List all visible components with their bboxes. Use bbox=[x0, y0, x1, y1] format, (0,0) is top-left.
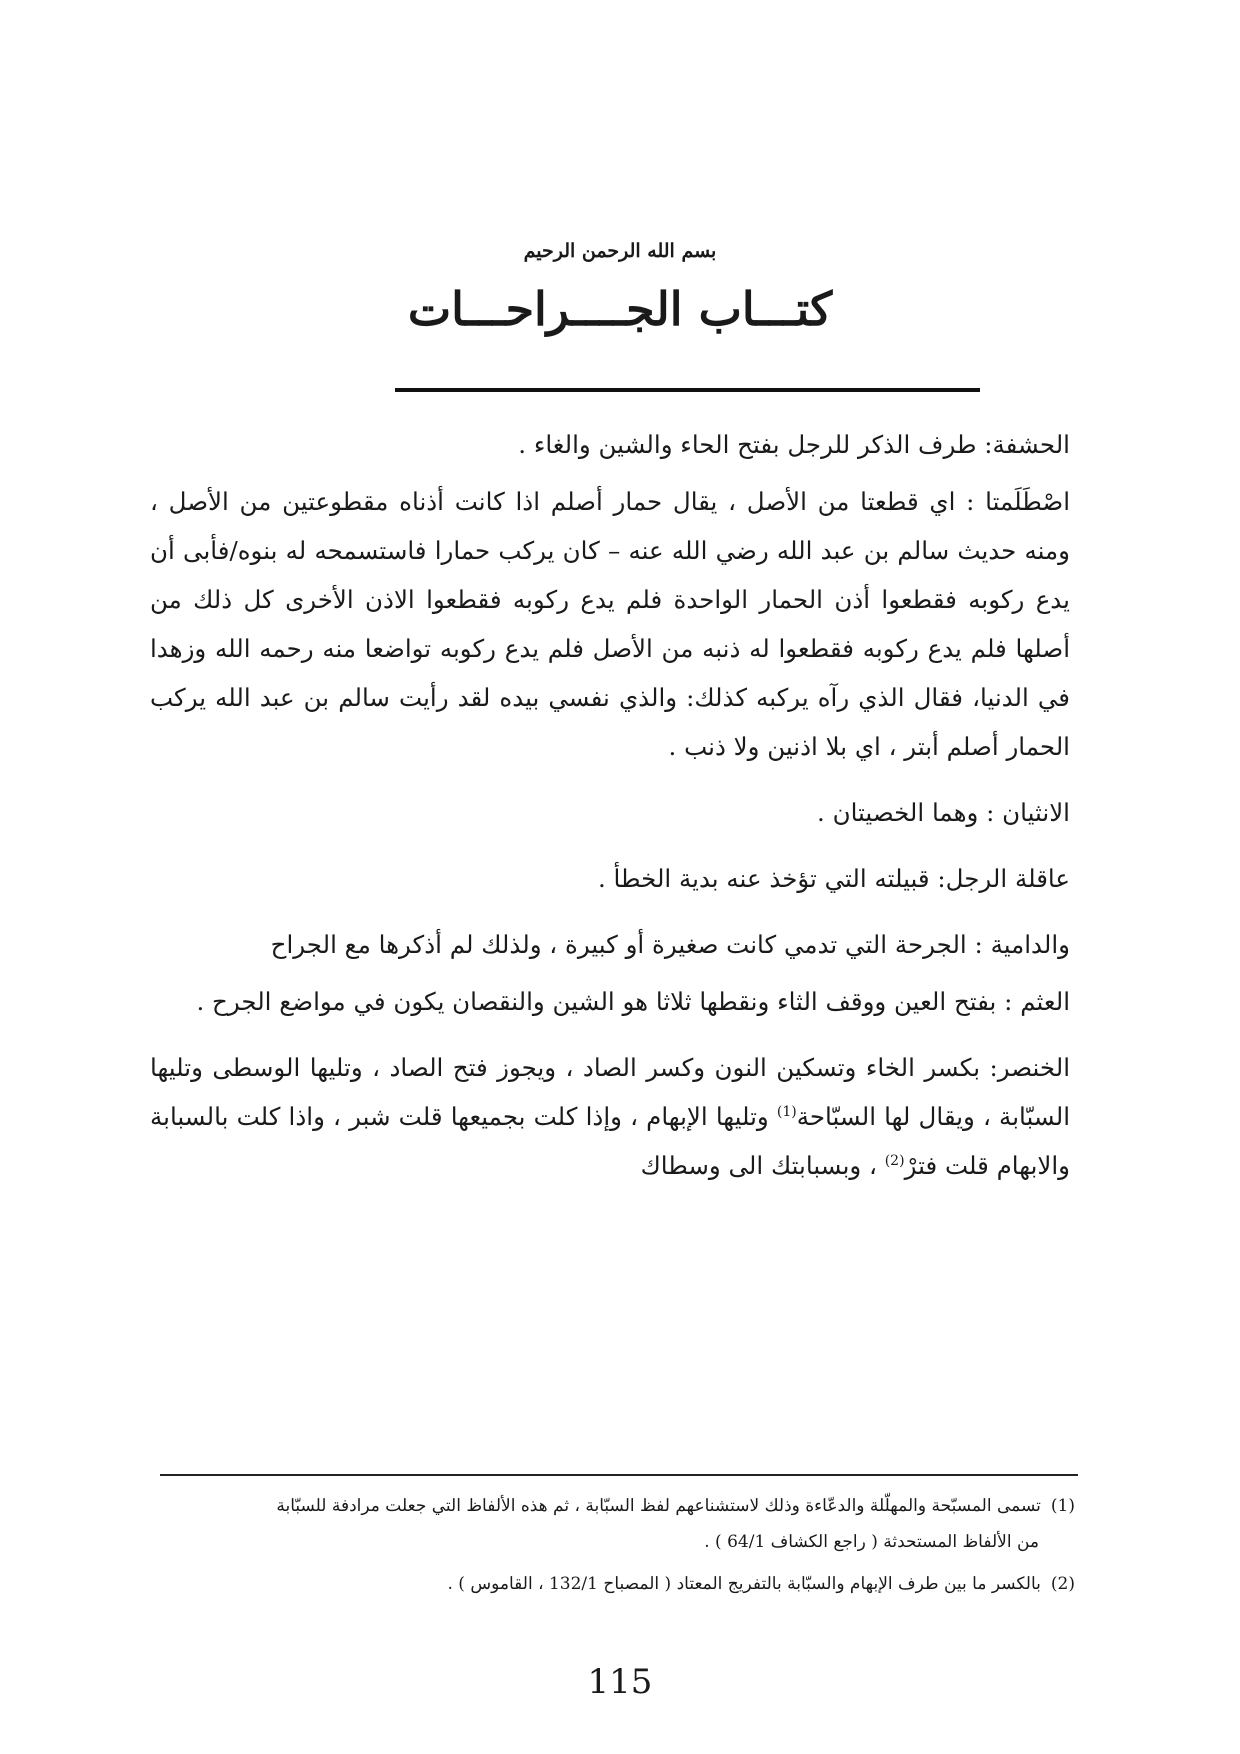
footnote-text: بالكسر ما بين طرف الإبهام والسبّابة بالتفريج المعتاد ( المصباح 132/1 ، القاموس ) . bbox=[447, 1574, 1041, 1594]
footnote-text: تسمى المسبّحة والمهلّلة والدعّاءة وذلك لاستشناعهم لفظ السبّابة ، ثم هذه الألفاظ التي جعلت مرادفة للسبّابة bbox=[276, 1496, 1041, 1516]
basmala: بسم الله الرحمن الرحيم bbox=[523, 240, 717, 262]
page-number: 115 bbox=[587, 1662, 653, 1702]
entry-atham: العثم : بفتح العين ووقف الثاء ونقطها ثلاثا هو الشين والنقصان يكون في مواضع الجرح . bbox=[196, 987, 1070, 1016]
title-underline bbox=[395, 388, 980, 392]
footnote-1 bbox=[170, 1488, 1075, 1560]
chapter-title: كتـــاب الجــــراحـــات bbox=[407, 282, 833, 336]
entry-khinsir-text-1: الخنصر: بكسر الخاء وتسكين النون وكسر الصاد ، ويجوز فتح الصاد ، وتليها الوسطى وتليها السبّابة ، ويقال لها السبّاحة bbox=[150, 1053, 1070, 1131]
footnotes bbox=[170, 1488, 1075, 1608]
footnote-number: (2) bbox=[1050, 1574, 1075, 1594]
entry-hashafa: الحشفة: طرف الذكر للرجل بفتح الحاء والشين والغاء . bbox=[518, 430, 1070, 459]
entry-damiya: والدامية : الجرحة التي تدمي كانت صغيرة أو كبيرة ، ولذلك لم أذكرها مع الجراح bbox=[270, 930, 1070, 959]
entry-istalamta: اصْطَلَمتا : اي قطعتا من الأصل ، يقال حمار أصلم اذا كانت أذناه مقطوعتين من الأصل ، ومنه حديث سالم بن عبد الله رضي الله عنه – كان يركب حمارا فاستسمحه له بنوه/فأبى أن يدع ركوبه فقطعوا أذن الحمار الواحدة فلم يدع ركوبه فقطعوا الاذن الأخرى كل ذلك من أصلها فلم يدع ركوبه فقطعوا له ذنبه من الأصل فلم يدع ركوبه تواضعا منه رحمه الله وزهدا في الدنيا، فقال الذي رآه يركبه كذلك: والذي نفسي بيده لقد رأيت سالم بن عبد الله يركب الحمار أصلم أبتر ، اي بلا اذنين ولا ذنب . bbox=[150, 487, 1070, 761]
entry-aqila: عاقلة الرجل: قبيلته التي تؤخذ عنه بدية الخطأ . bbox=[597, 864, 1070, 893]
footnote-number: (1) bbox=[1050, 1496, 1075, 1516]
entry-khinsir-text-2: وتليها الإبهام ، وإذا كلت بجميعها قلت شبر ، واذا كلت بالسبابة والابهام قلت فترْ bbox=[150, 1102, 1070, 1180]
footnote-separator bbox=[160, 1474, 1078, 1476]
entry-khinsir-text-3: ، وبسبابتك الى وسطاك bbox=[640, 1151, 885, 1180]
footnote-ref-2[interactable]: (2) bbox=[884, 1152, 905, 1169]
footnote-ref-1[interactable]: (1) bbox=[776, 1103, 797, 1120]
entry-khinsir bbox=[150, 1043, 1070, 1190]
footnote-text-continued: من الألفاظ المستحدثة ( راجع الكشاف 64/1 ) . bbox=[704, 1532, 1039, 1552]
footnote-2 bbox=[170, 1566, 1075, 1602]
main-text bbox=[150, 420, 1070, 1207]
entry-unthayan: الانثيان : وهما الخصيتان . bbox=[817, 798, 1070, 827]
